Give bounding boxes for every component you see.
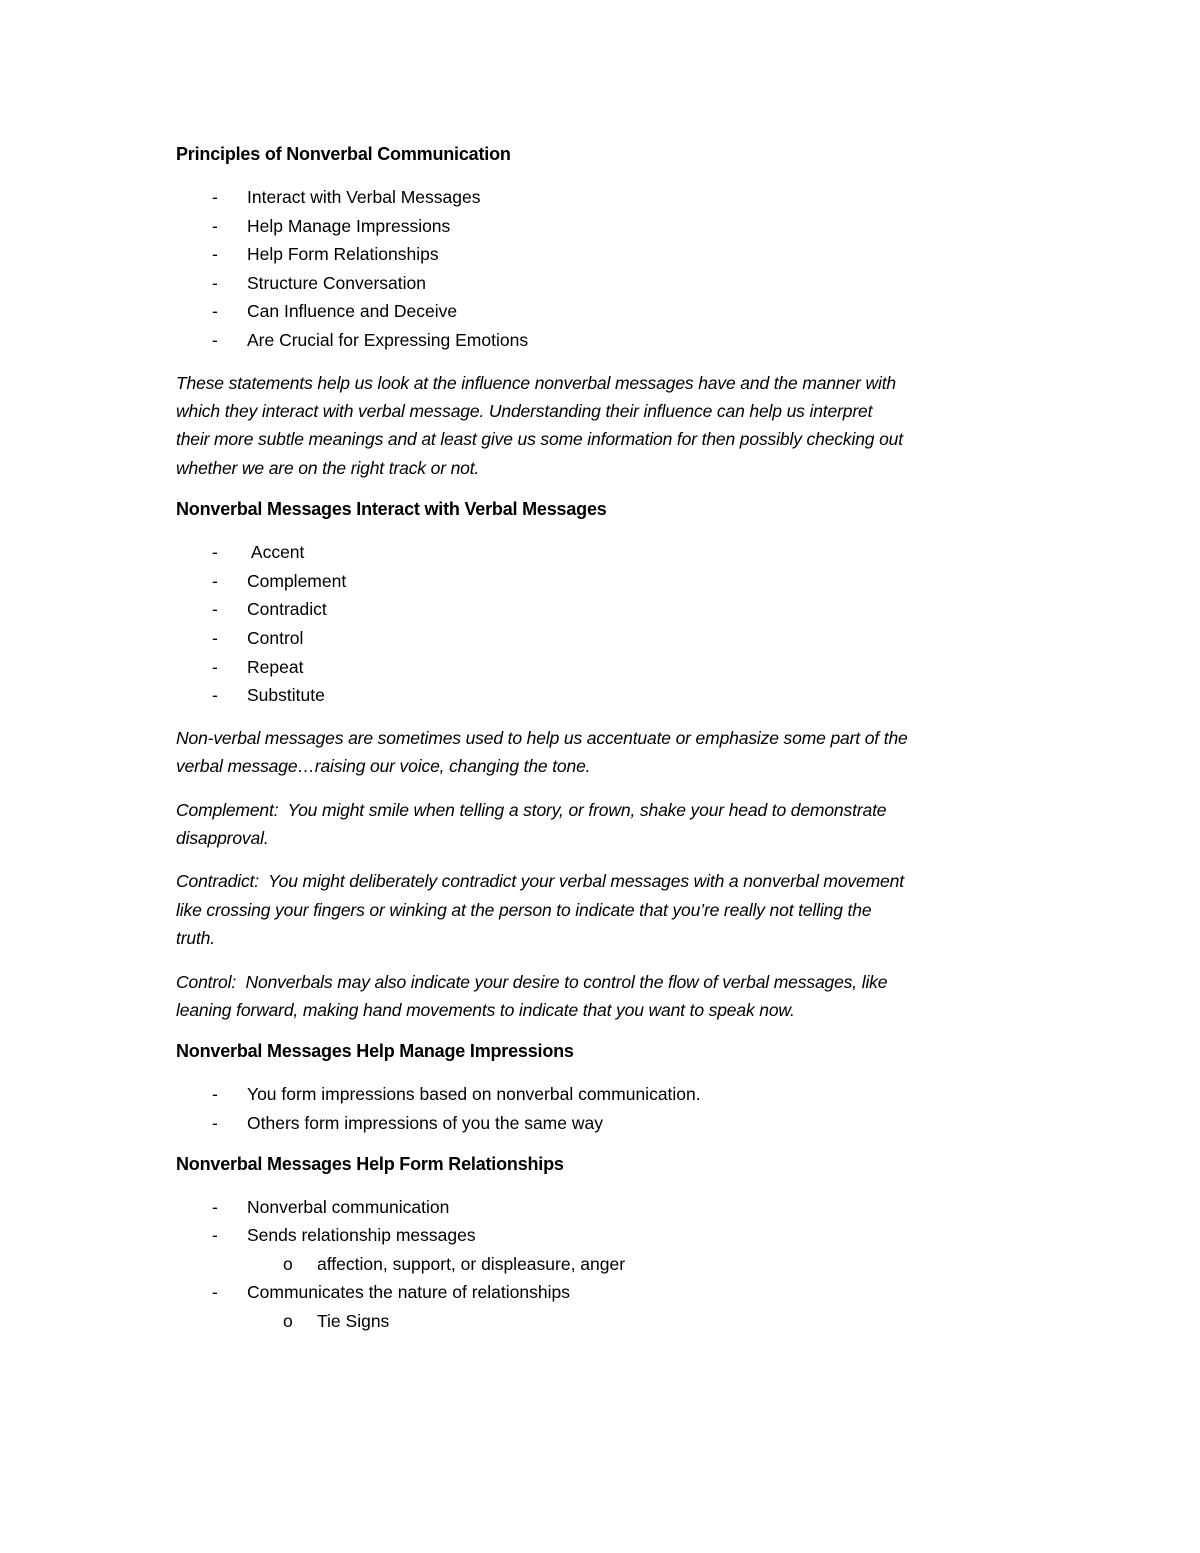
list-item: - Are Crucial for Expressing Emotions bbox=[212, 329, 529, 350]
list-item: - Can Influence and Deceive bbox=[212, 301, 458, 322]
accent-paragraph: Non-verbal messages are sometimes used to help us accentuate or emphasize some part of the verbal message…raising our voice, changing the tone. bbox=[176, 727, 908, 777]
list-item: - Sends relationship messages bbox=[212, 1225, 476, 1246]
control-paragraph: Control: Nonverbals may also indicate your desire to control the flow of verbal messages, like leaning forward, making hand movements to indicate that you want to speak now. bbox=[176, 971, 888, 1020]
list-item: - Complement bbox=[212, 570, 347, 591]
relationships-list bbox=[176, 1193, 1036, 1250]
list-item: - Repeat bbox=[212, 656, 304, 677]
list-item: - Control bbox=[212, 627, 304, 648]
list-item: - Interact with Verbal Messages bbox=[212, 187, 481, 207]
sub-list-item: o affection, support, or displeasure, anger bbox=[283, 1253, 626, 1274]
list-item: - Accent bbox=[212, 542, 305, 563]
list-item: - Others form impressions of you the same way bbox=[212, 1113, 603, 1133]
impressions-list bbox=[176, 1080, 1036, 1137]
section-heading-impressions: Nonverbal Messages Help Manage Impressions bbox=[176, 1041, 574, 1062]
relationships-list-cont bbox=[176, 1278, 1036, 1307]
list-item: - You form impressions based on nonverbal communication. bbox=[212, 1084, 701, 1105]
contradict-paragraph: Contradict: You might deliberately contradict your verbal messages with a nonverbal movement like crossing your fingers or winking at the person to indicate that you’re really not telling the truth. bbox=[176, 871, 904, 949]
principles-list bbox=[176, 183, 1036, 355]
list-item: - Structure Conversation bbox=[212, 272, 426, 293]
sub-list-item: o Tie Signs bbox=[283, 1310, 390, 1331]
list-item: - Help Form Relationships bbox=[212, 244, 439, 265]
section-heading-principles: Principles of Nonverbal Communication bbox=[176, 144, 511, 164]
list-item: - Help Manage Impressions bbox=[212, 215, 451, 236]
list-item: - Contradict bbox=[212, 599, 327, 620]
section-heading-interact: Nonverbal Messages Interact with Verbal Messages bbox=[176, 499, 607, 520]
interact-list bbox=[176, 538, 1036, 710]
list-item: - Nonverbal communication bbox=[212, 1196, 450, 1217]
list-item: - Substitute bbox=[212, 685, 325, 706]
complement-paragraph: Complement: You might smile when telling a story, or frown, shake your head to demonstrate disapproval. bbox=[176, 799, 887, 848]
section-heading-relationships: Nonverbal Messages Help Form Relationships bbox=[176, 1153, 564, 1174]
principles-paragraph: These statements help us look at the influence nonverbal messages have and the manner with which they interact with verbal message. Understanding their influence can help us interpret their more subtle meanings and at least give us some information for then possibly checking out whether we are on the right track or not. bbox=[176, 372, 903, 478]
document-body bbox=[176, 142, 1036, 1336]
list-item: - Communicates the nature of relationships bbox=[212, 1282, 570, 1303]
